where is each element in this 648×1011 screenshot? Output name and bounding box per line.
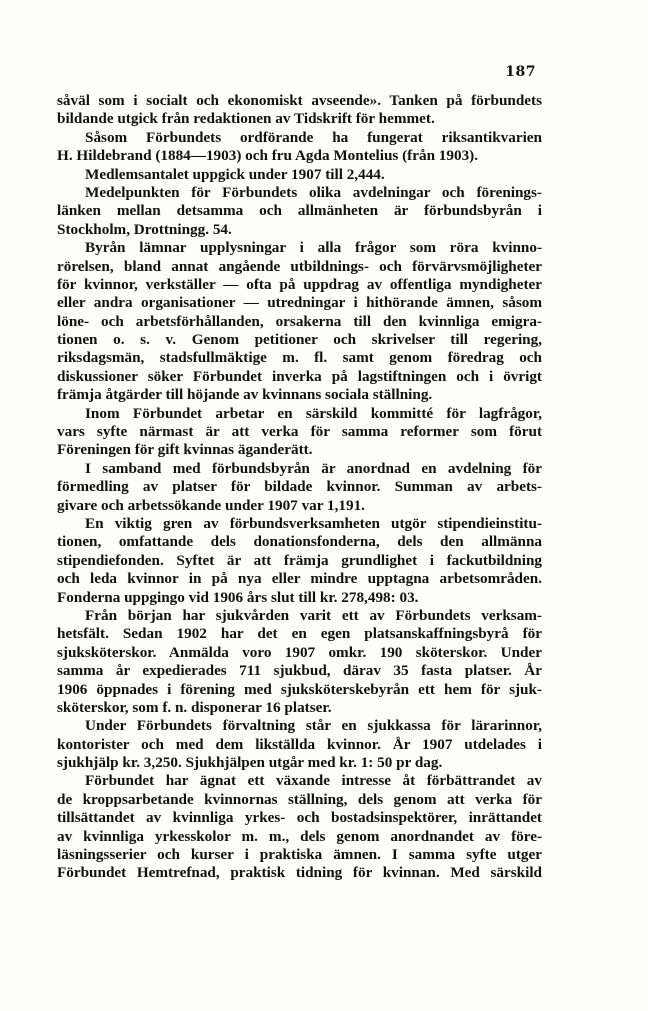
text-line: hetsfält. Sedan 1902 har det en egen platsanskaffningsbyrå för	[57, 625, 542, 643]
text-line: samma år expedierades 711 sjukbud, därav 35 fasta platser. År	[57, 662, 542, 680]
text-line: 1906 öppnades i förening med sjuksköterskebyrån ett hem för sjuk-	[57, 680, 542, 698]
page-number: 187	[505, 64, 536, 80]
text-line: tionen o. s. v. Genom petitioner och skrivelser till regering,	[57, 331, 542, 349]
text-line: En viktig gren av förbundsverksamheten utgör stipendieinstitu-	[85, 514, 542, 532]
text-line: av kvinnliga yrkesskolor m. m., dels genom anordnandet av före-	[57, 827, 542, 845]
text-line: Såsom Förbundets ordförande ha fungerat riksantikvarien	[85, 128, 542, 146]
text-line: de kroppsarbetande kvinnornas ställning, dels genom att verka för	[57, 790, 542, 808]
text-line: kontorister och med dem likställda kvinnor. År 1907 utdelades i	[57, 735, 542, 753]
text-line: Förbundet Hemtrefnad, praktisk tidning för kvinnan. Med särskild	[57, 864, 542, 882]
text-line: rörelsen, bland annat angående utbildnings- och förvärvsmöjligheter	[57, 257, 542, 275]
text-line: stipendiefonden. Syftet är att främja grundlighet i fackutbildning	[57, 551, 542, 569]
text-line: Fonderna uppgingo vid 1906 års slut till kr. 278,498: 03.	[57, 588, 419, 606]
text-line: Från början har sjukvården varit ett av Förbundets verksam-	[85, 606, 542, 624]
text-line: länken mellan detsamma och allmänheten är förbundsbyrån i	[57, 202, 542, 220]
text-line: sjukhjälp kr. 3,250. Sjukhjälpen utgår med kr. 1: 50 pr dag.	[57, 754, 443, 772]
text-line: och leda kvinnor in på nya eller mindre upptagna arbetsområden.	[57, 570, 542, 588]
text-line: Medlemsantalet uppgick under 1907 till 2,444.	[85, 165, 385, 183]
text-line: förmedling av platser för bildade kvinnor. Summan av arbets-	[57, 478, 542, 496]
text-line: tionen, omfattande dels donationsfonderna, dels den allmänna	[57, 533, 542, 551]
text-line: såväl som i socialt och ekonomiskt avseende». Tanken på förbundets	[57, 92, 542, 109]
text-line: I samband med förbundsbyrån är anordnad en avdelning för	[85, 459, 542, 477]
text-line: Föreningen för gift kvinnas äganderätt.	[57, 441, 313, 459]
text-line: Medelpunkten för Förbundets olika avdelningar och förenings-	[85, 183, 542, 201]
text-line: diskussioner söker Förbundet inverka på lagstiftningen och i övrigt	[57, 367, 542, 385]
text-line: Stockholm, Drottningg. 54.	[57, 220, 232, 238]
text-line: bildande utgick från redaktionen av Tidskrift för hemmet.	[57, 110, 435, 128]
text-line: givare och arbetssökande under 1907 var 1,191.	[57, 496, 365, 514]
text-line: tillsättandet av kvinnliga yrkes- och bostadsinspektörer, inrättandet	[57, 809, 542, 827]
text-line: Under Förbundets förvaltning står en sjukkassa för lärarinnor,	[85, 717, 542, 735]
body-text	[57, 92, 542, 883]
text-line: vars syfte närmast är att verka för samma reformer som förut	[57, 423, 542, 441]
text-line: Inom Förbundet arbetar en särskild kommitté för lagfrågor,	[85, 404, 542, 422]
text-line: Byrån lämnar upplysningar i alla frågor som röra kvinno-	[85, 239, 542, 257]
text-line: för kvinnor, verkställer — ofta på uppdrag av offentliga myndigheter	[57, 275, 542, 293]
text-line: eller andra organisationer — utredningar i hithörande ämnen, såsom	[57, 294, 542, 312]
text-line: H. Hildebrand (1884—1903) och fru Agda Montelius (från 1903).	[57, 147, 479, 165]
text-line: löne- och arbetsförhållanden, orsakerna till den kvinnliga emigra-	[57, 312, 542, 330]
text-line: läsningsserier och kurser i praktiska ämnen. I samma syfte utger	[57, 846, 542, 864]
text-line: sjuksköterskor. Anmälda voro 1907 omkr. 190 sköterskor. Under	[57, 643, 542, 661]
text-line: främja åtgärder till höjande av kvinnans sociala ställning.	[57, 386, 433, 404]
text-line: Förbundet har ägnat ett växande intresse åt förbättrandet av	[85, 772, 542, 790]
text-line: riksdagsmän, stadsfullmäktige m. fl. samt genom föredrag och	[57, 349, 542, 367]
text-line: sköterskor, som f. n. disponerar 16 platser.	[57, 698, 332, 716]
